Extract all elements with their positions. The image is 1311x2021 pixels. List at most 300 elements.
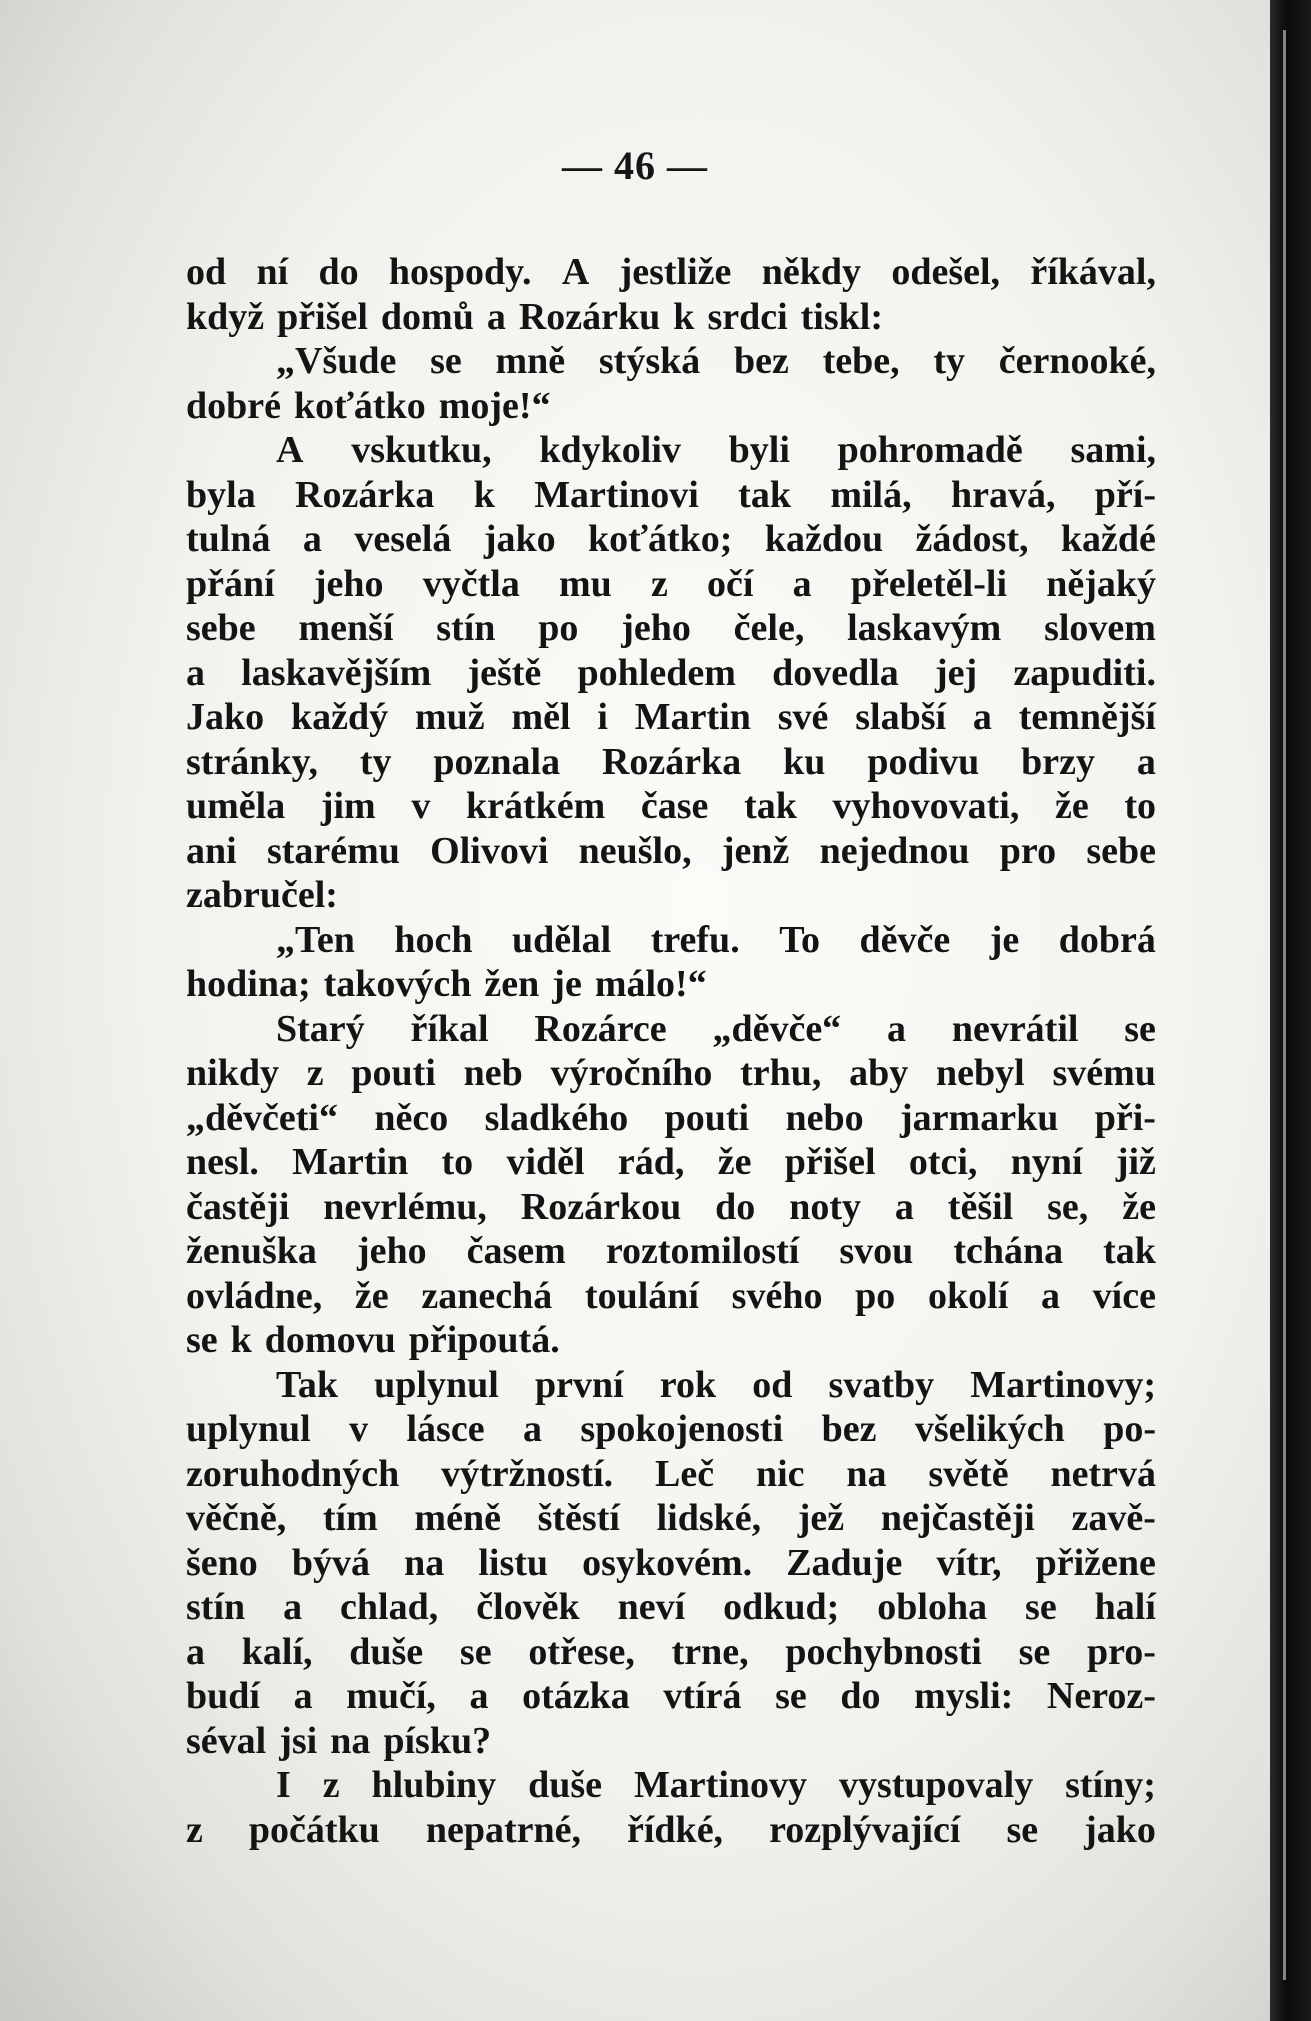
- word: tak: [1103, 1230, 1156, 1272]
- word: a: [186, 1630, 205, 1673]
- word: hospody.: [388, 251, 532, 293]
- word: se: [1006, 1808, 1039, 1851]
- word: Neroz-: [1046, 1675, 1156, 1717]
- word: do: [840, 1675, 881, 1717]
- word: netrvá: [1050, 1452, 1156, 1495]
- text-line: [186, 1630, 1156, 1675]
- text-line: [186, 384, 1156, 429]
- text-line: [186, 1407, 1156, 1452]
- word: nevrlému,: [323, 1185, 487, 1228]
- word: přišel: [277, 295, 368, 338]
- word: nic: [755, 1452, 805, 1495]
- word: bývá: [291, 1541, 371, 1584]
- word: pouti: [664, 1096, 750, 1139]
- word: se,: [1047, 1185, 1089, 1228]
- word: děvče: [859, 918, 951, 961]
- word: takových: [323, 963, 472, 1005]
- word: trne,: [671, 1630, 749, 1673]
- word: stín: [186, 1586, 246, 1628]
- word: rozplývající: [769, 1808, 961, 1851]
- word: zapuditi.: [1013, 651, 1156, 694]
- word: veselá: [354, 518, 452, 560]
- text-line: [186, 250, 1156, 295]
- word: mysli:: [914, 1675, 1014, 1717]
- word: svatby: [828, 1363, 935, 1406]
- word: Rozárce: [534, 1007, 667, 1050]
- word: od: [186, 251, 227, 293]
- word: trefu.: [650, 918, 740, 961]
- word: obloha: [877, 1586, 988, 1628]
- word: listu: [478, 1541, 549, 1584]
- text-line: [186, 517, 1156, 562]
- word: přižene: [1035, 1541, 1156, 1584]
- word: Jako: [186, 696, 265, 738]
- word: sebe: [1086, 829, 1156, 872]
- word: při-: [1094, 1096, 1156, 1139]
- word: Zaduje: [786, 1541, 903, 1584]
- word: starému: [266, 829, 400, 872]
- word: stýská: [598, 340, 701, 382]
- word: tiskl:: [800, 295, 884, 338]
- text-line: [186, 1318, 1156, 1363]
- word: neví: [617, 1586, 686, 1628]
- word: po-: [1103, 1408, 1156, 1450]
- word: Rozárkou: [520, 1185, 682, 1228]
- word: a: [486, 295, 506, 338]
- word: séval: [186, 1719, 267, 1762]
- word: tak: [738, 473, 791, 516]
- text-line: [186, 606, 1156, 651]
- word: že: [1054, 785, 1089, 827]
- text-line: [186, 1674, 1156, 1719]
- word: je: [989, 918, 1020, 961]
- word: každou: [764, 518, 884, 560]
- word: zanechá: [421, 1274, 553, 1317]
- word: koťátko;: [588, 518, 733, 560]
- word: každé: [1060, 518, 1156, 560]
- word: a: [792, 562, 812, 605]
- word: hravá,: [950, 473, 1056, 516]
- word: slabší: [855, 696, 947, 738]
- text-line: [186, 562, 1156, 607]
- word: ani: [186, 829, 237, 872]
- text-line: [186, 1763, 1156, 1808]
- text-line: [186, 695, 1156, 740]
- word: duše: [349, 1630, 424, 1673]
- word: otázka: [522, 1675, 630, 1717]
- word: laskavým: [847, 607, 1002, 649]
- word: tím: [322, 1497, 378, 1539]
- word: nevrátil: [951, 1007, 1079, 1050]
- text-line: [186, 1452, 1156, 1497]
- text-line: [186, 473, 1156, 518]
- word: ku: [783, 740, 826, 783]
- word: okolí: [928, 1274, 1009, 1317]
- word: a: [186, 651, 205, 694]
- word: domů: [380, 295, 474, 338]
- word: moje!“: [438, 384, 551, 427]
- word: v: [411, 785, 431, 827]
- word: Rozárku: [518, 295, 661, 338]
- word: říkal: [410, 1007, 489, 1050]
- word: jenž: [721, 829, 790, 872]
- word: ještě: [467, 651, 542, 694]
- word: stránky,: [186, 740, 318, 783]
- word: dobrá: [1058, 918, 1156, 961]
- word: udělal: [511, 918, 612, 961]
- word: budí: [186, 1675, 260, 1717]
- word: vítr,: [936, 1541, 1002, 1584]
- word: že: [1122, 1185, 1156, 1228]
- word: přišel: [784, 1141, 876, 1183]
- word: něco: [374, 1096, 449, 1139]
- word: a: [972, 696, 992, 738]
- word: a: [283, 1586, 303, 1628]
- word: více: [1092, 1274, 1156, 1317]
- word: počátku: [248, 1808, 380, 1851]
- text-line: [186, 1007, 1156, 1052]
- word: otci,: [908, 1141, 978, 1183]
- word: měl: [511, 696, 571, 738]
- word: rád,: [617, 1141, 685, 1183]
- word: jarmarku: [900, 1096, 1059, 1139]
- word: milá,: [830, 473, 912, 516]
- word: bez: [734, 340, 789, 382]
- word: Rozárka: [601, 740, 742, 783]
- word: pochybnosti: [785, 1630, 982, 1673]
- word: ní: [256, 251, 289, 293]
- word: zabručel:: [186, 874, 338, 916]
- word: čele,: [733, 607, 805, 649]
- word: jeho: [621, 607, 691, 649]
- word: z: [322, 1764, 340, 1806]
- text-line: [186, 1719, 1156, 1764]
- word: žen: [484, 963, 540, 1005]
- word: všelikých: [914, 1408, 1065, 1450]
- word: kdykoliv: [539, 429, 681, 471]
- word: otřese,: [528, 1630, 635, 1673]
- text-line: [186, 339, 1156, 384]
- word: koťátko: [294, 384, 426, 427]
- word: jestliže: [619, 251, 732, 293]
- word: jako: [483, 518, 556, 560]
- word: jeho: [356, 1230, 427, 1272]
- word: lidské,: [656, 1497, 762, 1539]
- word: od: [752, 1363, 793, 1406]
- word: dobré: [186, 384, 281, 427]
- word: Martin: [634, 696, 751, 738]
- word: a: [523, 1408, 542, 1450]
- word: sami,: [1070, 429, 1156, 471]
- word: „Ten: [276, 918, 355, 961]
- word: brzy: [1021, 740, 1096, 783]
- word: žádost,: [915, 518, 1029, 560]
- word: a: [469, 1675, 489, 1717]
- word: slovem: [1044, 607, 1156, 649]
- word: věčně,: [186, 1497, 287, 1539]
- text-line: [186, 1274, 1156, 1319]
- word: každý: [290, 696, 389, 738]
- word: po: [538, 607, 579, 649]
- word: již: [1115, 1141, 1156, 1183]
- word: nikdy: [186, 1052, 279, 1094]
- word: k: [473, 473, 495, 516]
- word: „děvčeti“: [186, 1096, 338, 1139]
- word: černooké,: [998, 340, 1156, 382]
- word: časem: [466, 1230, 566, 1272]
- word: k: [673, 295, 695, 338]
- word: častěji: [186, 1185, 290, 1228]
- word: z: [186, 1808, 203, 1851]
- text-line: [186, 1808, 1156, 1853]
- text-line: [186, 784, 1156, 829]
- word: A: [276, 429, 304, 471]
- word: tak: [744, 785, 797, 827]
- word: trhu,: [740, 1052, 822, 1094]
- word: tebe,: [822, 340, 900, 382]
- word: domovu: [264, 1319, 396, 1361]
- word: neb: [463, 1052, 523, 1094]
- word: To: [779, 918, 821, 961]
- page-number: — 46 —: [562, 143, 708, 188]
- next-page-edge: [1283, 30, 1286, 1980]
- text-line: [186, 295, 1156, 340]
- word: mučí,: [346, 1675, 436, 1717]
- word: nějaký: [1046, 562, 1156, 605]
- word: Rozárka: [295, 473, 435, 516]
- word: sebe: [186, 607, 256, 649]
- word: vystupovaly: [838, 1764, 1034, 1806]
- word: vskutku,: [351, 429, 492, 471]
- word: neušlo,: [578, 829, 692, 872]
- word: chlad,: [340, 1586, 439, 1628]
- word: hlubiny: [371, 1764, 497, 1806]
- text-line: [186, 1051, 1156, 1096]
- word: nejednou: [819, 829, 970, 872]
- word: bez: [821, 1408, 877, 1450]
- word: písku?: [383, 1719, 492, 1762]
- word: a: [887, 1007, 906, 1050]
- word: odkud;: [723, 1586, 840, 1628]
- text-line: [186, 428, 1156, 473]
- page-edge-shadow: [1270, 0, 1311, 2021]
- word: sladkého: [484, 1096, 629, 1139]
- word: Martinovi: [534, 473, 699, 516]
- word: Tak: [276, 1363, 338, 1406]
- word: svou: [839, 1230, 914, 1272]
- word: poznala: [433, 740, 561, 783]
- word: „děvče“: [712, 1007, 842, 1050]
- word: pří-: [1094, 473, 1156, 516]
- word: že: [717, 1141, 752, 1183]
- word: podivu: [867, 740, 980, 783]
- word: nesl.: [186, 1141, 259, 1183]
- word: byli: [728, 429, 790, 471]
- word: osykovém.: [582, 1541, 753, 1584]
- word: méně: [414, 1497, 501, 1539]
- word: se: [1124, 1007, 1156, 1050]
- word: světě: [928, 1452, 1009, 1495]
- word: roztomilostí: [605, 1230, 800, 1272]
- word: zoruhodných: [186, 1452, 400, 1495]
- text-line: [186, 651, 1156, 696]
- word: těšil: [947, 1185, 1014, 1228]
- word: laskavějším: [241, 651, 432, 694]
- word: jako: [1084, 1808, 1156, 1851]
- word: se: [1018, 1630, 1051, 1673]
- word: muž: [414, 696, 485, 738]
- word: hoch: [394, 918, 473, 961]
- word: přání: [186, 562, 275, 605]
- word: na: [404, 1541, 445, 1584]
- text-line: [186, 1585, 1156, 1630]
- word: pouti: [351, 1052, 436, 1094]
- text-line: [186, 1496, 1156, 1541]
- word: Starý: [276, 1007, 365, 1050]
- word: vyčtla: [422, 562, 520, 605]
- word: málo!“: [594, 963, 707, 1005]
- text-line: [186, 918, 1156, 963]
- word: nejčastěji: [880, 1497, 1035, 1539]
- word: Martinovy;: [970, 1363, 1156, 1406]
- word: ovládne,: [186, 1274, 323, 1317]
- word: kalí,: [241, 1630, 313, 1673]
- word: toulání: [584, 1274, 699, 1317]
- word: se: [1025, 1586, 1057, 1628]
- word: jež: [797, 1497, 845, 1539]
- word: a: [1136, 740, 1156, 783]
- word: i: [597, 696, 608, 738]
- word: do: [715, 1185, 756, 1228]
- word: nepatrné,: [425, 1808, 581, 1851]
- word: k: [230, 1319, 252, 1361]
- word: krátkém: [465, 785, 606, 827]
- word: to: [1124, 785, 1156, 827]
- word: štěstí: [537, 1497, 620, 1539]
- word: jej: [935, 651, 978, 694]
- word: z: [650, 562, 668, 605]
- word: v: [349, 1408, 369, 1450]
- word: na: [846, 1452, 887, 1495]
- word: vyhovovati,: [832, 785, 1020, 827]
- word: viděl: [506, 1141, 585, 1183]
- word: ty: [359, 740, 392, 783]
- word: uplynul: [186, 1408, 311, 1450]
- word: stíny;: [1065, 1764, 1156, 1806]
- word: spokojenosti: [580, 1408, 784, 1450]
- word: nebyl: [936, 1052, 1025, 1094]
- word: stín: [436, 607, 496, 649]
- word: pro: [999, 829, 1057, 872]
- word: se: [186, 1319, 218, 1361]
- word: rok: [659, 1363, 717, 1406]
- word: svému: [1052, 1052, 1156, 1094]
- word: menší: [298, 607, 394, 649]
- word: a: [1040, 1274, 1060, 1317]
- word: nebo: [785, 1096, 864, 1139]
- word: první: [534, 1363, 624, 1406]
- word: se: [459, 1630, 492, 1673]
- word: pohromadě: [837, 429, 1023, 471]
- word: svého: [731, 1274, 823, 1317]
- word: I: [276, 1764, 291, 1806]
- word: mně: [495, 340, 566, 382]
- word: a: [302, 518, 322, 560]
- word: šeno: [186, 1541, 258, 1584]
- word: se: [775, 1675, 807, 1717]
- word: na: [330, 1719, 371, 1762]
- word: A: [561, 251, 590, 293]
- word: halí: [1094, 1586, 1156, 1628]
- word: nyní: [1010, 1141, 1083, 1183]
- text-line: [186, 1541, 1156, 1586]
- word: říkával,: [1030, 251, 1156, 293]
- word: mu: [559, 562, 612, 605]
- word: uplynul: [374, 1363, 499, 1406]
- word: odešel,: [891, 251, 1001, 293]
- word: pohledem: [577, 651, 736, 694]
- word: hodina;: [186, 963, 311, 1005]
- word: očí: [707, 562, 754, 605]
- text-line: [186, 1185, 1156, 1230]
- word: do: [318, 251, 359, 293]
- word: člověk: [476, 1586, 580, 1628]
- word: noty: [789, 1185, 861, 1228]
- word: jim: [320, 785, 376, 827]
- text-line: [186, 740, 1156, 785]
- word: a: [894, 1185, 914, 1228]
- word: to: [441, 1141, 474, 1183]
- body-text: [186, 250, 1156, 1852]
- text-line: [186, 1229, 1156, 1274]
- text-line: [186, 1363, 1156, 1408]
- word: své: [777, 696, 829, 738]
- word: vtírá: [663, 1675, 742, 1717]
- word: „Všude: [276, 340, 397, 382]
- word: tulná: [186, 518, 271, 560]
- word: ženuška: [186, 1230, 317, 1272]
- word: výročního: [550, 1052, 713, 1094]
- text-line: [186, 873, 1156, 918]
- word: Martin: [292, 1141, 409, 1183]
- word: připoutá.: [408, 1319, 560, 1361]
- word: a: [293, 1675, 313, 1717]
- word: srdci: [707, 295, 788, 338]
- text-line: [186, 1140, 1156, 1185]
- word: Leč: [655, 1452, 715, 1495]
- word: přeletěl-li: [850, 562, 1007, 605]
- word: řídké,: [627, 1808, 724, 1851]
- word: když: [186, 295, 265, 338]
- word: někdy: [761, 251, 861, 293]
- word: ty: [933, 340, 966, 382]
- word: zavě-: [1071, 1497, 1156, 1539]
- word: jeho: [313, 562, 384, 605]
- word: dovedla: [772, 651, 899, 694]
- word: výtržností.: [441, 1452, 614, 1495]
- text-line: [186, 962, 1156, 1007]
- word: po: [855, 1274, 896, 1317]
- word: se: [430, 340, 462, 382]
- word: Martinovy: [633, 1764, 808, 1806]
- word: pro-: [1086, 1630, 1156, 1673]
- word: duše: [528, 1764, 603, 1806]
- word: byla: [186, 473, 256, 516]
- word: je: [552, 963, 582, 1005]
- word: z: [306, 1052, 324, 1094]
- word: lásce: [406, 1408, 485, 1450]
- word: jsi: [279, 1719, 318, 1762]
